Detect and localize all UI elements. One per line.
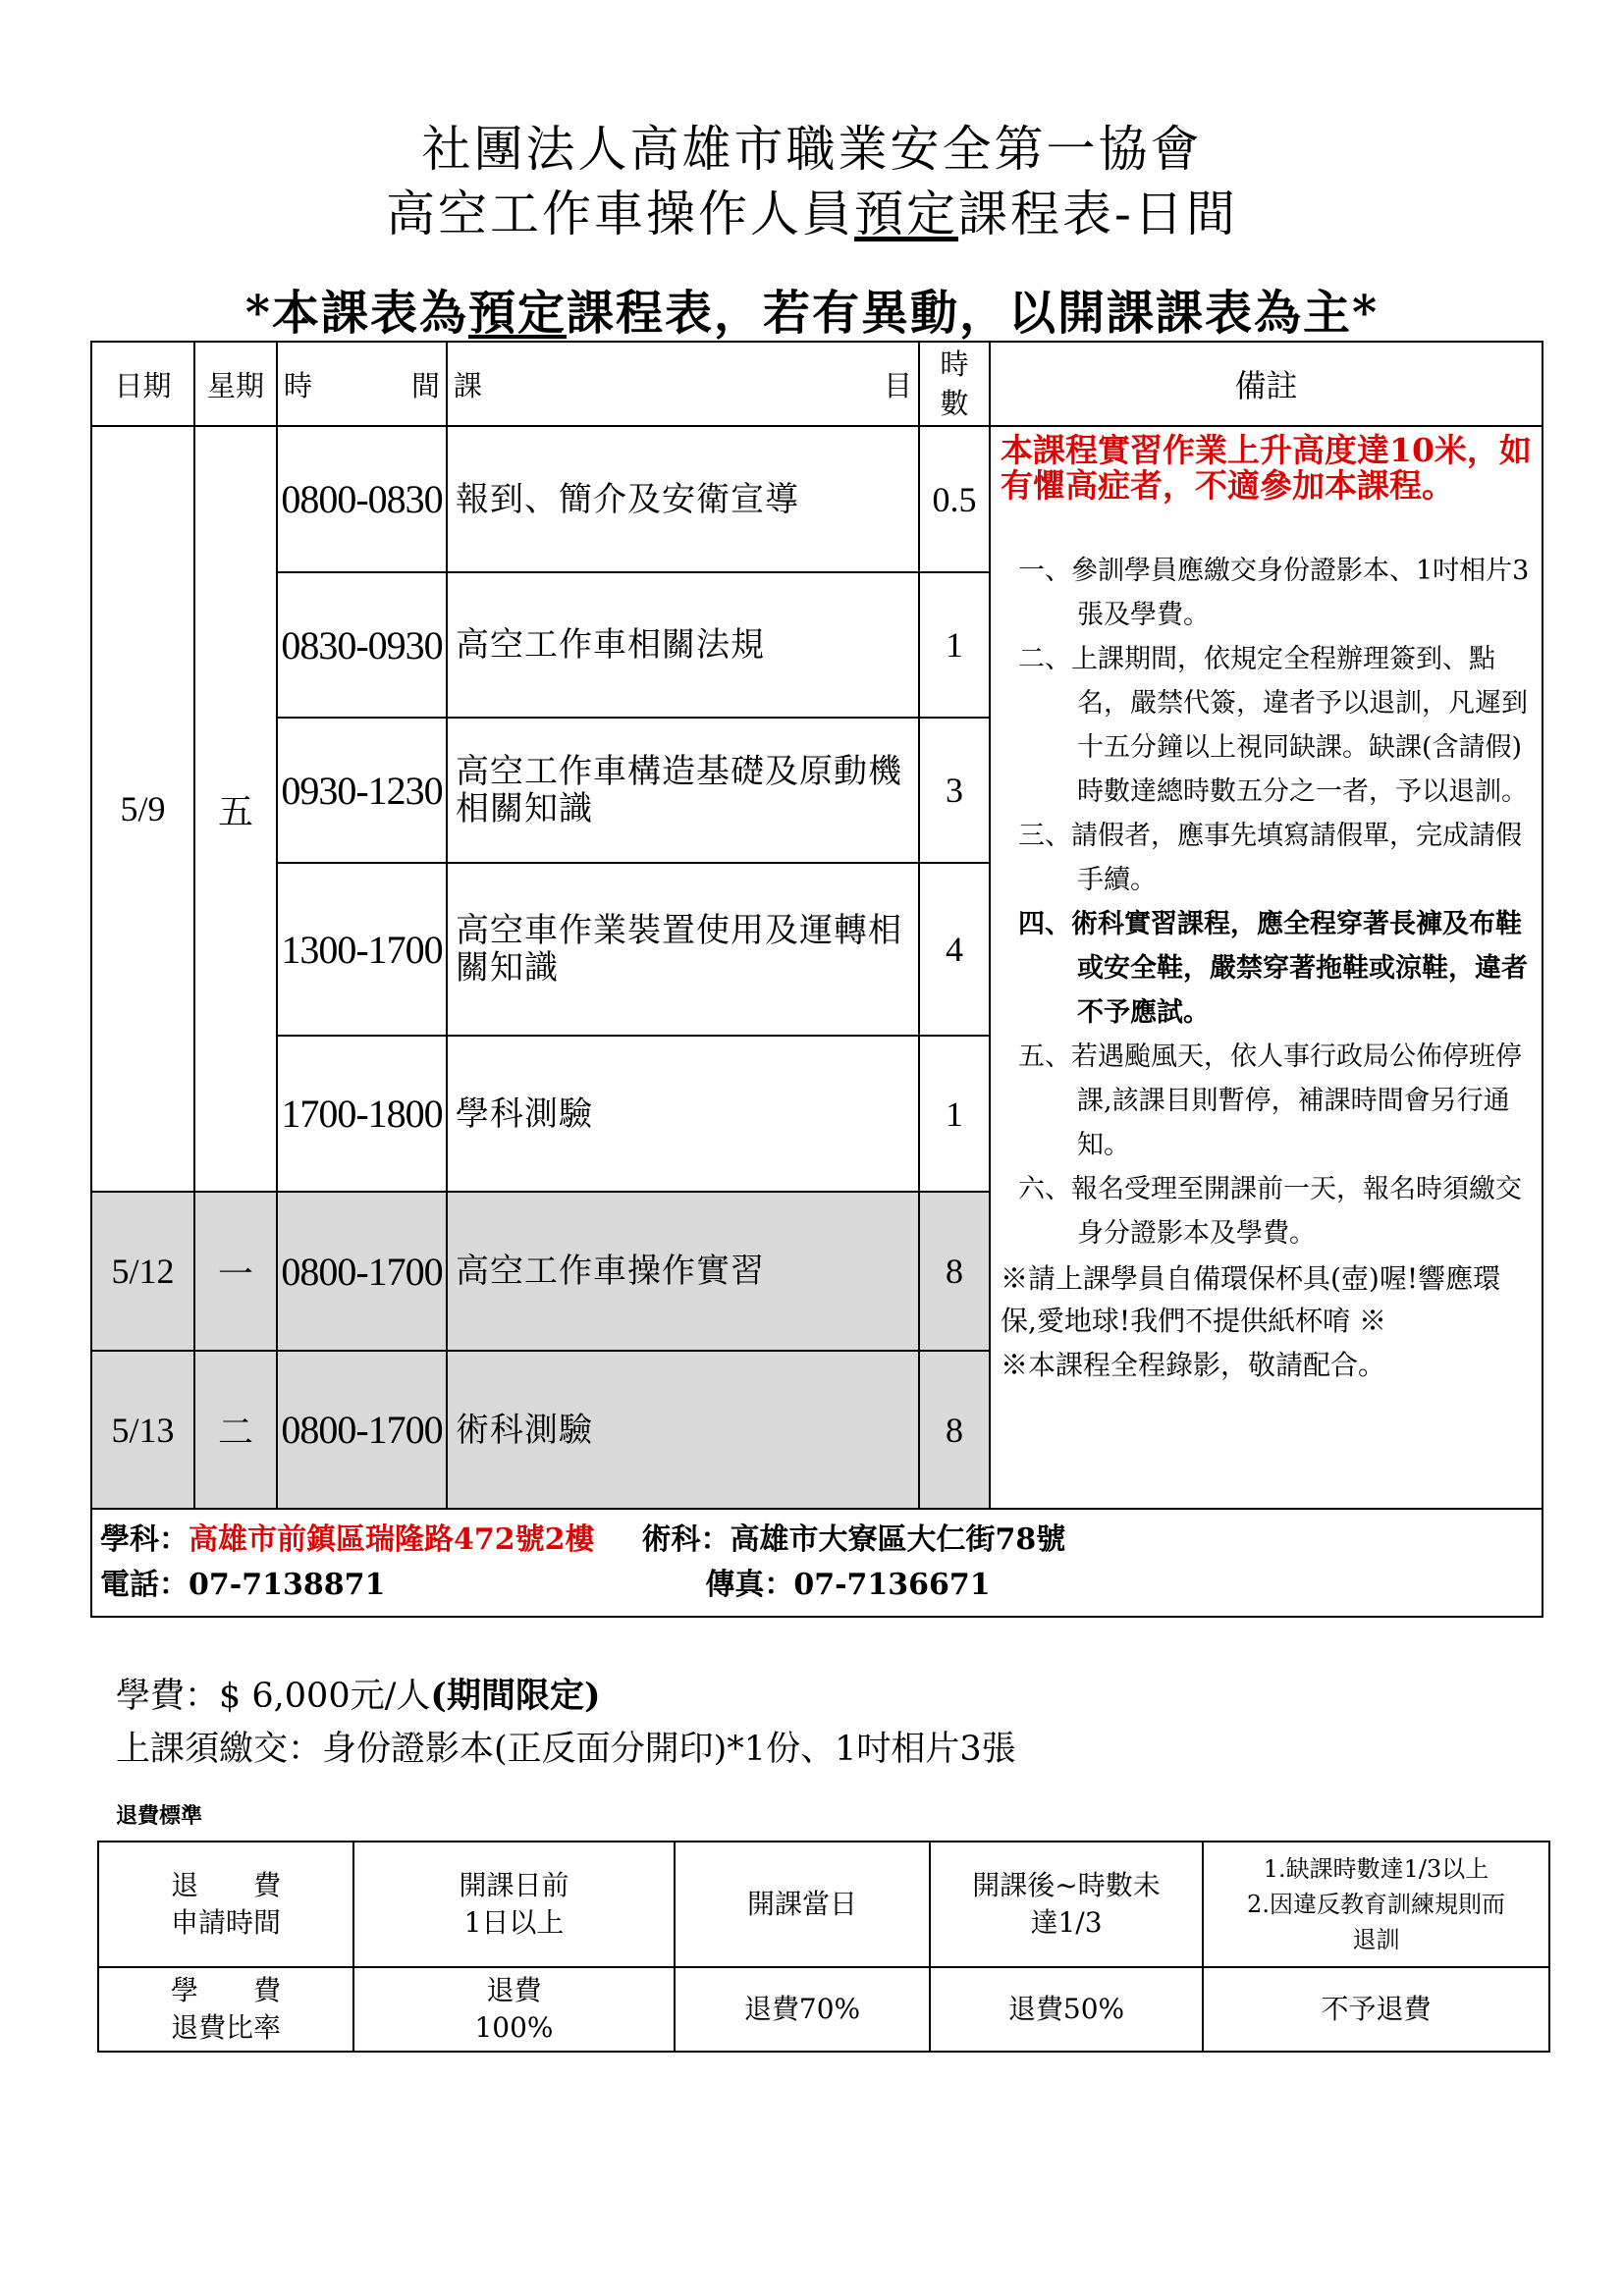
page-title: 高空工作車操作人員預定課程表-日間 (386, 186, 1238, 242)
remarks-cell (990, 426, 1543, 1509)
time-cell: 0830-0930 (277, 572, 447, 718)
theory-address: 高雄市前鎮區瑞隆路472號2樓 (189, 1522, 595, 1557)
table-header-row (91, 342, 1543, 426)
remarks-item: 六、報名受理至開課前一天，報名時須繳交身分證影本及學費。 (1018, 1174, 1522, 1249)
hours-cell: 3 (919, 718, 990, 863)
remarks-item: 五、若遇颱風天，依人事行政局公佈停班停課,該課目則暫停，補課時間會另行通知。 (1018, 1041, 1522, 1160)
course-cell: 高空工作車操作實習 (447, 1192, 919, 1351)
phone-number: 07-7138871 (189, 1568, 386, 1602)
time-cell: 0800-1700 (277, 1351, 447, 1509)
address-row (91, 1509, 1543, 1617)
practice-address: 高雄市大寮區大仁街78號 (730, 1522, 1066, 1557)
refund-cell: 1.缺課時數達1/3以上 2.因違反教育訓練規則而 退訓 (1203, 1842, 1549, 1967)
weekday-cell: 五 (194, 426, 277, 1192)
hours-cell: 8 (919, 1351, 990, 1509)
hours-cell: 4 (919, 863, 990, 1036)
hours-cell: 0.5 (919, 426, 990, 572)
refund-header-row (98, 1842, 1549, 1967)
date-cell: 5/9 (91, 426, 194, 1192)
date-cell: 5/13 (91, 1351, 194, 1509)
refund-title: 退費標準 (116, 1803, 203, 1829)
time-cell: 1300-1700 (277, 863, 447, 1036)
fax-number: 07-7136671 (793, 1568, 991, 1602)
course-cell: 高空工作車相關法規 (447, 572, 919, 718)
refund-cell: 退費50% (930, 1967, 1203, 2052)
course-cell: 術科測驗 (447, 1351, 919, 1509)
time-cell: 1700-1800 (277, 1036, 447, 1192)
remarks-item: 四、術科實習課程，應全程穿著長褲及布鞋或安全鞋，嚴禁穿著拖鞋或涼鞋，違者不予應試。 (1018, 909, 1528, 1028)
time-cell: 0800-0830 (277, 426, 447, 572)
remarks-item: 三、請假者，應事先填寫請假單，完成請假手續。 (1018, 821, 1522, 895)
header-weekday: 星期 (194, 342, 277, 426)
remarks-item: 一、參訓學員應繳交身份證影本、1吋相片3張及學費。 (1018, 556, 1530, 630)
weekday-cell: 二 (194, 1351, 277, 1509)
notice-text: *本課表為預定課程表，若有異動，以開課課表為主* (244, 286, 1380, 341)
hours-cell: 1 (919, 572, 990, 718)
refund-value-row (98, 1967, 1549, 2052)
course-cell: 學科測驗 (447, 1036, 919, 1192)
remarks-item: 二、上課期間，依規定全程辦理簽到、點名，嚴禁代簽，違者予以退訓，凡遲到十五分鐘以上視同缺課。缺課(含請假)時數達總時數五分之一者，予以退訓。 (1018, 644, 1528, 807)
remarks-eco-note: ※請上課學員自備環保杯具(壺)喔!響應環保,愛地球!我們不提供紙杯唷 ※ (1001, 1262, 1501, 1337)
contact-line: 電話：07-7138871 傳真：07-7136671 (100, 1568, 991, 1602)
time-cell: 0930-1230 (277, 718, 447, 863)
remarks-recording-note: ※本課程全程錄影，敬請配合。 (1001, 1349, 1386, 1381)
time-cell: 0800-1700 (277, 1192, 447, 1351)
header-course: 課 目 (447, 342, 919, 426)
hours-cell: 1 (919, 1036, 990, 1192)
course-cell: 高空車作業裝置使用及運轉相關知識 (447, 863, 919, 1036)
refund-cell: 不予退費 (1203, 1967, 1549, 2052)
remarks-list (1001, 549, 1536, 1255)
course-cell: 高空工作車構造基礎及原動機相關知識 (447, 718, 919, 863)
hours-cell: 8 (919, 1192, 990, 1351)
refund-cell: 開課日前 1日以上 (353, 1842, 675, 1967)
schedule-table (90, 341, 1543, 1618)
address-cell (91, 1509, 1543, 1617)
refund-cell: 開課後~時數未 達1/3 (930, 1842, 1203, 1967)
header-hours: 時 數 (919, 342, 990, 426)
header-remarks: 備註 (990, 342, 1543, 426)
remarks-warning: 本課程實習作業上升高度達10米，如有懼高症者，不適參加本課程。 (1001, 431, 1532, 505)
table-row (91, 426, 1543, 572)
course-cell: 報到、簡介及安衛宣導 (447, 426, 919, 572)
refund-table (97, 1841, 1550, 2053)
header-time: 時 間 (277, 342, 447, 426)
org-title: 社團法人高雄市職業安全第一協會 (421, 121, 1203, 178)
refund-cell: 退費 100% (353, 1967, 675, 2052)
fee-line: 學費：$ 6,000元/人(期間限定) (116, 1676, 601, 1716)
required-items: 上課須繳交：身份證影本(正反面分開印)*1份、1吋相片3張 (116, 1730, 1016, 1769)
address-line: 學科：高雄市前鎮區瑞隆路472號2樓 術科：高雄市大寮區大仁街78號 (100, 1522, 1066, 1557)
refund-cell: 退 費 申請時間 (98, 1842, 353, 1967)
refund-cell: 學 費 退費比率 (98, 1967, 353, 2052)
weekday-cell: 一 (194, 1192, 277, 1351)
refund-cell: 開課當日 (675, 1842, 930, 1967)
date-cell: 5/12 (91, 1192, 194, 1351)
header-date: 日期 (91, 342, 194, 426)
refund-cell: 退費70% (675, 1967, 930, 2052)
